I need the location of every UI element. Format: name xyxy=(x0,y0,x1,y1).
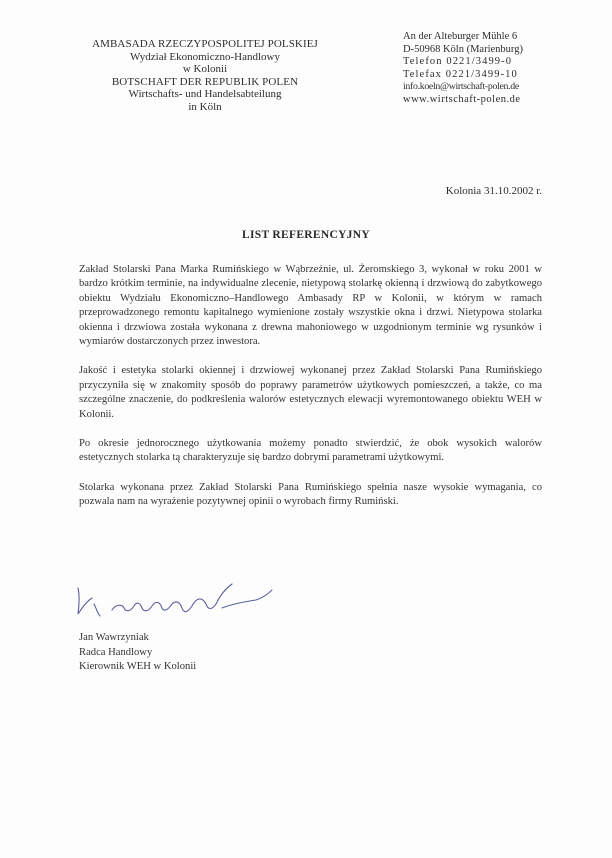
email-address: info.koeln@wirtschaft-polen.de xyxy=(403,81,519,92)
signer-name: Jan Wawrzyniak xyxy=(79,632,149,643)
paragraph: Zakład Stolarski Pana Marka Rumińskiego w Wąbrzeźnie, ul. Żeromskiego 3, wykonał w roku 2001 w bardzo krótkim terminie, na indywidualne zlecenie, nietypową stolarkę okienną i drzwiową do zabytkowego obiektu Wydziału Ekonomiczno–Handlowego Ambasady RP w Kolonii, w którym w ramach przeprowadzonego remontu kapitalnego wymienione zostały wszystkie okna i drzwi. Nietypowa stolarka okienna i drzwiowa została wykonana z drewna mahoniowego w uzgodnionym terminie wg rysunków i wymiarów dostarczonych przez inwestora. xyxy=(79,264,542,348)
contact-block xyxy=(403,31,593,106)
paragraph: Po okresie jednorocznego użytkowania możemy ponadto stwierdzić, że obok wysokich walorów estetycznych stolarka tą charakteryzuje się bardzo dobrymi parametrami użytkowymi. xyxy=(79,438,542,464)
signer-role: Kierownik WEH w Kolonii xyxy=(79,661,197,672)
department-name-de: Wirtschafts- und Handelsabteilung xyxy=(128,88,282,100)
city-pl: w Kolonii xyxy=(182,63,228,75)
embassy-name-de: BOTSCHAFT DER REPUBLIK POLEN xyxy=(111,75,299,88)
website-address: www.wirtschaft-polen.de xyxy=(403,93,521,105)
department-name-pl: Wydział Ekonomiczno-Handlowy xyxy=(130,50,280,63)
letter-title: LIST REFERENCYJNY xyxy=(242,229,370,241)
address-city: D-50968 Köln (Marienburg) xyxy=(403,43,523,55)
paragraph: Jakość i estetyka stolarki okiennej i drzwiowej wykonanej przez Zakład Stolarski Pana Rumińskiego przyczyniła się w znakomity sposób do poprawy parametrów użytkowych pomieszczeń, a także, co ma szczególne znaczenie, do podkreślenia walorów estetycznych elewacji wyremontowanego obiektu WEH w Kolonii. xyxy=(79,365,542,420)
letter-date: Kolonia 31.10.2002 r. xyxy=(445,185,542,197)
city-de: in Köln xyxy=(188,100,222,113)
phone-number: Telefon 0221/3499-0 xyxy=(403,56,513,67)
letter-body xyxy=(79,263,542,525)
signer-position: Radca Handlowy xyxy=(79,646,153,658)
fax-number: Telefax 0221/3499-10 xyxy=(403,68,518,80)
address-street: An der Alteburger Mühle 6 xyxy=(403,31,518,42)
embassy-letterhead xyxy=(70,38,340,113)
embassy-name-pl: AMBASADA RZECZYPOSPOLITEJ POLSKIEJ xyxy=(92,38,318,50)
paragraph: Stolarka wykonana przez Zakład Stolarski Pana Rumińskiego spełnia nasze wysokie wymagania, co pozwala nam na wyrażenie pozytywnej opinii o wyrobach firmy Rumiński. xyxy=(79,481,542,508)
signer-block xyxy=(79,631,279,675)
handwritten-signature xyxy=(72,578,282,623)
